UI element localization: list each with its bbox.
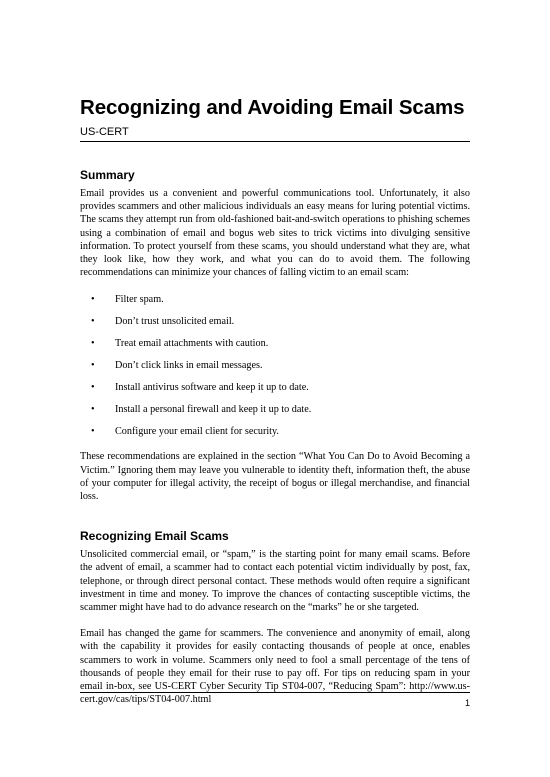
bullet-icon: • <box>91 404 95 416</box>
bullet-icon: • <box>91 360 95 372</box>
list-item <box>80 359 470 372</box>
recognizing-heading: Recognizing Email Scams <box>80 529 229 544</box>
title-divider <box>80 141 470 142</box>
recommendations-list <box>80 293 470 438</box>
list-item <box>80 315 470 328</box>
recommendation-text: Configure your email client for security. <box>115 426 279 438</box>
bullet-icon: • <box>91 382 95 394</box>
recommendation-text: Install antivirus software and keep it up to date. <box>115 382 309 394</box>
recommendation-text: Don’t click links in email messages. <box>115 360 263 372</box>
list-item <box>80 403 470 416</box>
summary-intro-paragraph: Email provides us a convenient and powerful communications tool. Unfortunately, it also provides scammers and other malicious individuals an easy means for luring potential victims. The scams they attempt run from old-fashioned bait-and-switch operations to phishing schemes using a combination of email and bogus web sites to trick victims into divulging sensitive information. To protect yourself from these scams, you should understand what they are, what they look like, how they work, and what you can do to avoid them. The following recommendations can minimize your chances of falling victim to an email scam: <box>80 188 470 279</box>
recommendation-text: Treat email attachments with caution. <box>115 338 269 350</box>
bullet-icon: • <box>91 338 95 350</box>
document-title: Recognizing and Avoiding Email Scams <box>80 96 465 119</box>
footer-divider <box>80 692 470 693</box>
list-item <box>80 425 470 438</box>
bullet-icon: • <box>91 316 95 328</box>
recognizing-paragraph-2: Email has changed the game for scammers. The convenience and anonymity of email, along with the capability it provides for easily contacting thousands of people at once, enables scammers to work in volume. Scammers only need to fool a small percentage of the tens of thousands of people they email for their ruse to pay off. For tips on reducing spam in your email in-box, see US-CERT Cyber Security Tip ST04-007, “Reducing Spam”: http://www.us-cert.gov/cas/tips/ST04-007.html <box>80 628 470 706</box>
recommendation-text: Filter spam. <box>115 294 164 306</box>
list-item <box>80 381 470 394</box>
bullet-icon: • <box>91 426 95 438</box>
recommendation-text: Install a personal firewall and keep it up to date. <box>115 404 312 416</box>
list-item <box>80 337 470 350</box>
summary-heading: Summary <box>80 168 135 182</box>
document-organization: US-CERT <box>80 126 129 138</box>
document-page <box>80 96 470 706</box>
list-item <box>80 293 470 306</box>
summary-closing-paragraph: These recommendations are explained in the section “What You Can Do to Avoid Becoming a Victim.” Ignoring them may leave you vulnerable to identity theft, information theft, the abuse of your computer for illegal activity, the receipt of bogus or illegal merchandise, and financial loss. <box>80 451 470 503</box>
recommendation-text: Don’t trust unsolicited email. <box>115 316 235 328</box>
recognizing-paragraph-1: Unsolicited commercial email, or “spam,” is the starting point for many email scams. Before the advent of email, a scammer had to contact each potential victim individually by post, fax, telephone, or through direct personal contact. These methods would often require a significant investment in time and money. To improve the chances of contacting susceptible victims, the scammer might have had to do advance research on the “marks” he or she targeted. <box>80 549 470 614</box>
bullet-icon: • <box>91 294 95 306</box>
page-number: 1 <box>464 698 470 708</box>
